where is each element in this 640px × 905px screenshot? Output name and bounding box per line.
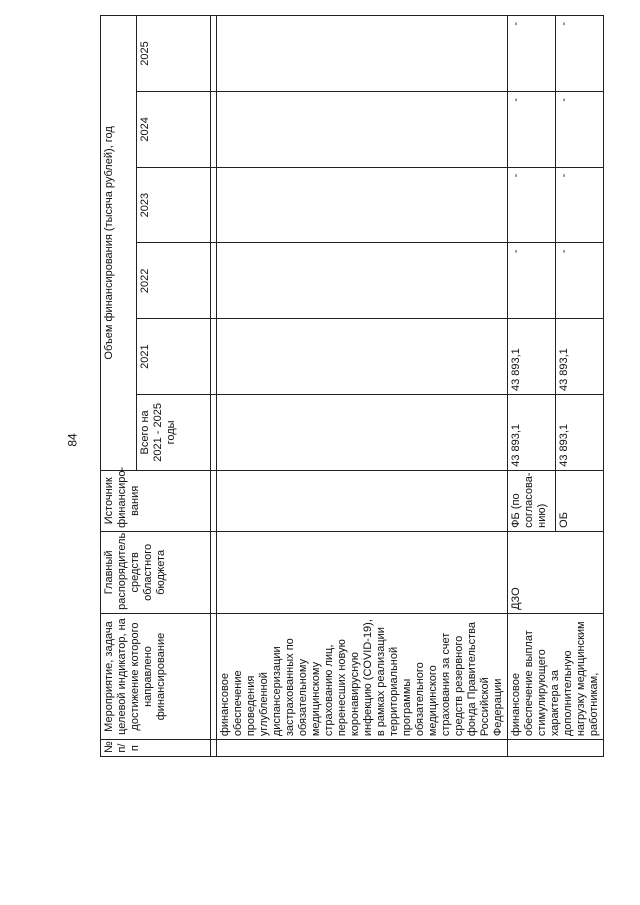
cell-2024: - [508, 91, 556, 167]
cell-action: финансовое обеспечение проведения углубленной диспансеризации застрахованных по обязательному медицинскому страхованию лиц, перенесших новую коронавирусную инфекцию (COVID-19), в рамках реализации территориальной программы обязательного медицинского страхования за счет средств резервного фонда Правительства Российской Федерации [217, 613, 508, 739]
rotated-table-wrap [100, 15, 640, 757]
header-source: Источник финансиро-вания [101, 470, 211, 531]
cell-administrator [217, 531, 508, 613]
header-administrator: Главный распорядитель средств областного бюджета [101, 531, 211, 613]
cell-2021: 43 893,1 [556, 319, 604, 395]
table-container [100, 15, 640, 761]
header-year-2024: 2024 [137, 91, 211, 167]
header-num: № п/п [101, 740, 211, 757]
cell-2025: - [508, 16, 556, 92]
cell-2023 [217, 167, 508, 243]
cell-total [217, 395, 508, 471]
cell-2021 [217, 319, 508, 395]
cell-2022: - [556, 243, 604, 319]
header-action: Мероприятие, задача целевой индикатор, на достижение которого направлено финансирование [101, 613, 211, 739]
financing-table [100, 15, 604, 757]
header-year-2022: 2022 [137, 243, 211, 319]
page-number: 84 [65, 433, 80, 447]
cell-2023: - [556, 167, 604, 243]
cell-2021: 43 893,1 [508, 319, 556, 395]
header-year-2021: 2021 [137, 319, 211, 395]
cell-2022 [217, 243, 508, 319]
cell-administrator: ДЗО [508, 531, 604, 613]
table-row [217, 16, 508, 757]
cell-2025: - [556, 16, 604, 92]
table-row [508, 16, 556, 757]
cell-source: ОБ [556, 470, 604, 531]
cell-2022: - [508, 243, 556, 319]
cell-total: 43 893,1 [508, 395, 556, 471]
cell-2024 [217, 91, 508, 167]
cell-2023: - [508, 167, 556, 243]
header-funding-group: Объем финансирования (тысяча рублей), год [101, 16, 137, 471]
cell-total: 43 893,1 [556, 395, 604, 471]
header-year-2025: 2025 [137, 16, 211, 92]
cell-source: ФБ (по согласова-нию) [508, 470, 556, 531]
header-year-2023: 2023 [137, 167, 211, 243]
cell-source [217, 470, 508, 531]
cell-2024: - [556, 91, 604, 167]
cell-action: финансовое обеспечение выплат стимулирующего характера за дополнительную нагрузку медицинским работникам, [508, 613, 604, 739]
cell-2025 [217, 16, 508, 92]
header-total: Всего на 2021 - 2025 годы [137, 395, 211, 471]
